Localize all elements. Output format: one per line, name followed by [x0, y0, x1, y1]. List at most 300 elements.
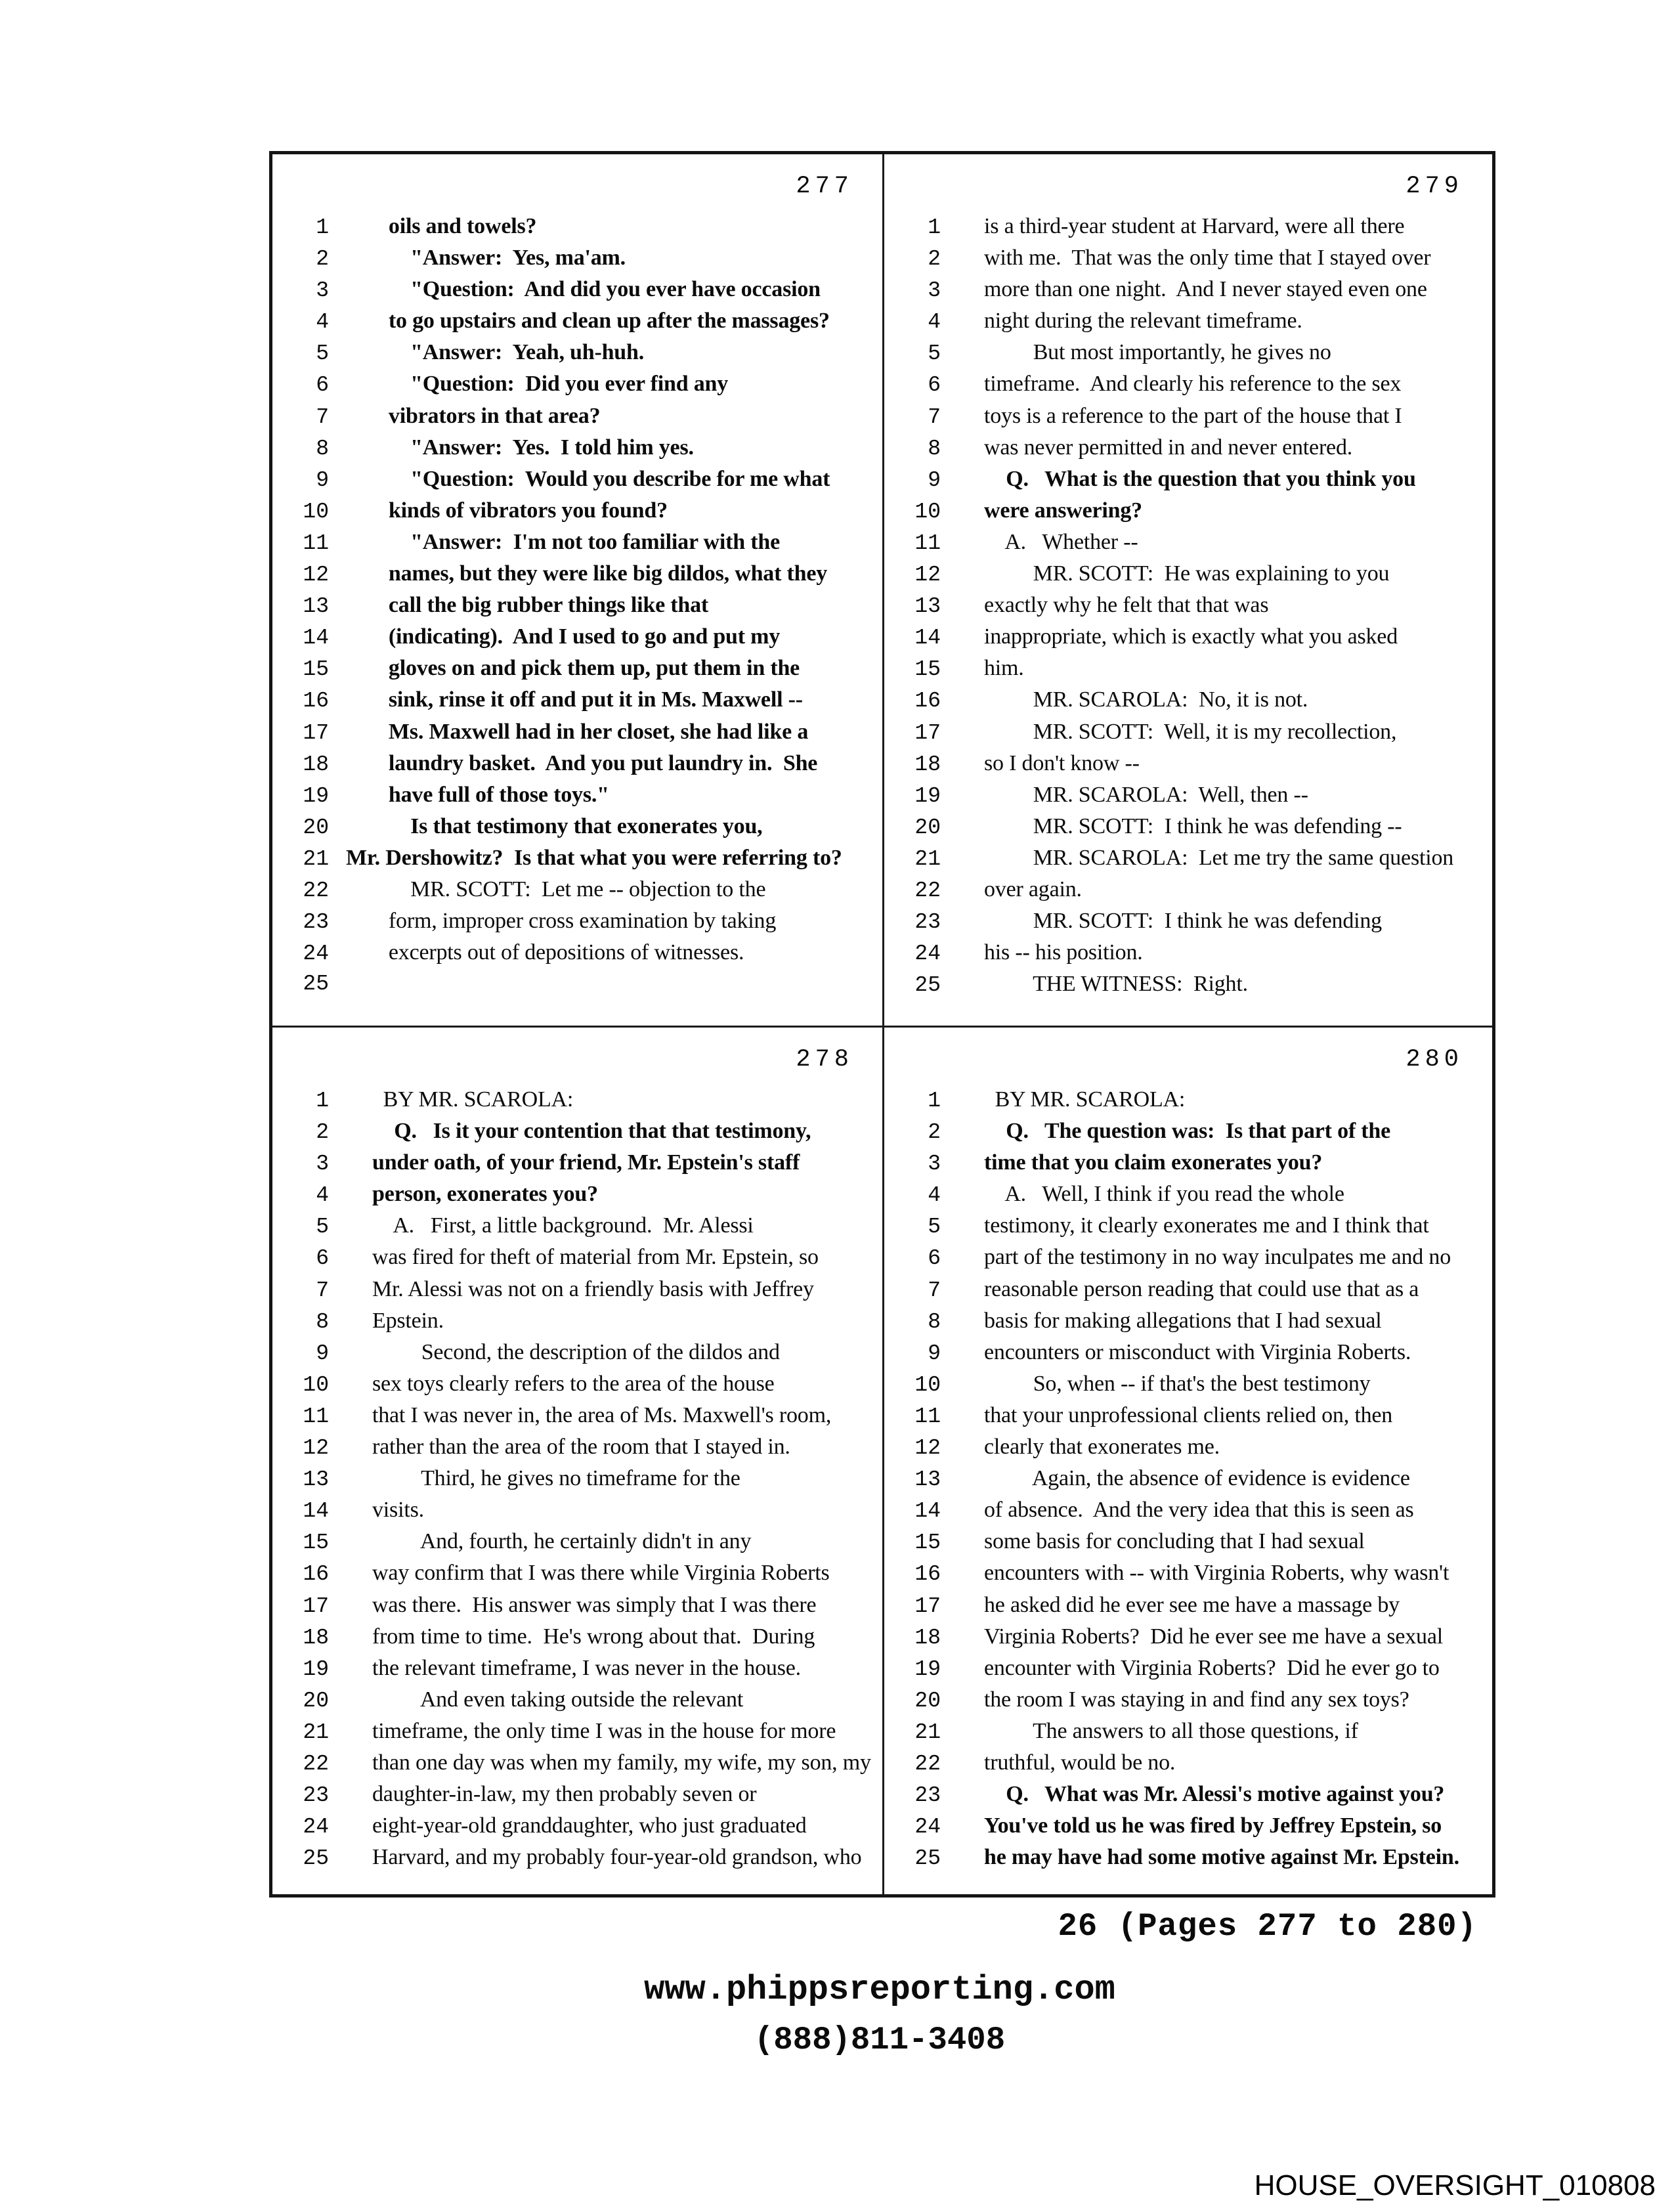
- line-text: THE WITNESS: Right.: [984, 972, 1248, 997]
- line-number: 6: [316, 1246, 329, 1271]
- transcript-line: [272, 368, 878, 400]
- line-number: 10: [914, 1372, 941, 1397]
- transcript-line: [884, 1747, 1488, 1779]
- line-number: 7: [316, 404, 329, 429]
- transcript-line: [272, 1684, 878, 1716]
- line-number: 13: [914, 1467, 941, 1492]
- line-number: 8: [316, 436, 329, 461]
- line-text: some basis for concluding that I had sexual: [984, 1529, 1365, 1554]
- transcript-line: [884, 1557, 1488, 1589]
- transcript-line: [272, 748, 878, 779]
- line-number: 19: [914, 1657, 941, 1681]
- line-text: MR. SCOTT: I think he was defending: [984, 909, 1382, 934]
- line-number: 1: [316, 215, 329, 240]
- transcript-line: [272, 1842, 878, 1873]
- page-number: 277: [796, 173, 853, 200]
- transcript-line: [272, 1431, 878, 1463]
- transcript-line: [272, 305, 878, 337]
- line-text: were answering?: [984, 498, 1142, 523]
- line-text: call the big rubber things like that: [372, 593, 709, 618]
- line-text: Again, the absence of evidence is evidence: [984, 1466, 1410, 1491]
- line-number: 4: [316, 310, 329, 335]
- line-text: But most importantly, he gives no: [984, 340, 1331, 365]
- line-number: 18: [914, 1625, 941, 1650]
- line-text: form, improper cross examination by taking: [372, 909, 777, 934]
- line-text: testimony, it clearly exonerates me and I think that: [984, 1213, 1429, 1238]
- transcript-line: [272, 1305, 878, 1337]
- line-number: 16: [914, 1562, 941, 1587]
- transcript-line: [272, 811, 878, 842]
- page-range-summary: 26 (Pages 277 to 280): [1058, 1908, 1477, 1945]
- line-number: 22: [914, 1751, 941, 1776]
- transcript-line: [884, 1716, 1488, 1747]
- transcript-line: [272, 621, 878, 653]
- line-text: sink, rinse it off and put it in Ms. Maxwell --: [372, 687, 803, 712]
- transcript-line: [272, 274, 878, 305]
- line-number: 10: [303, 1372, 329, 1397]
- transcript-page-278: [272, 1026, 882, 1894]
- transcript-line: [884, 1305, 1488, 1337]
- line-number: 22: [914, 878, 941, 903]
- transcript-line: [884, 1431, 1488, 1463]
- line-number: 21: [303, 846, 329, 871]
- line-number: 1: [928, 1089, 941, 1113]
- line-text: under oath, of your friend, Mr. Epstein's staff: [372, 1150, 800, 1175]
- line-text: "Question: Did you ever find any: [372, 372, 729, 397]
- transcript-line: [272, 716, 878, 748]
- line-text: over again.: [984, 877, 1082, 901]
- line-number: 12: [914, 563, 941, 588]
- line-text: The answers to all those questions, if: [984, 1718, 1358, 1743]
- transcript-line: [884, 874, 1488, 905]
- reporting-firm-website: www.phippsreporting.com: [644, 1970, 1115, 2009]
- line-text: to go upstairs and clean up after the massages?: [372, 309, 830, 334]
- line-text: encounter with Virginia Roberts? Did he ever go to: [984, 1655, 1440, 1680]
- transcript-line: [272, 653, 878, 684]
- line-text: the relevant timeframe, I was never in the house.: [372, 1655, 801, 1680]
- line-number: 20: [303, 1688, 329, 1713]
- line-text: Q. Is it your contention that that testimony,: [372, 1119, 811, 1144]
- line-text: eight-year-old granddaughter, who just graduated: [372, 1813, 807, 1838]
- line-number: 15: [303, 1530, 329, 1555]
- line-text: MR. SCAROLA: No, it is not.: [984, 687, 1308, 712]
- line-text: So, when -- if that's the best testimony: [984, 1371, 1371, 1396]
- transcript-line: [272, 401, 878, 432]
- line-text: BY MR. SCAROLA:: [372, 1087, 574, 1112]
- line-number: 10: [914, 499, 941, 524]
- line-number: 9: [928, 467, 941, 492]
- line-text: BY MR. SCAROLA:: [984, 1087, 1186, 1112]
- line-number: 7: [928, 1278, 941, 1303]
- line-text: Mr. Dershowitz? Is that what you were referring to?: [346, 845, 842, 870]
- transcript-line: [272, 1337, 878, 1368]
- transcript-lines: [884, 1084, 1488, 1873]
- line-number: 23: [303, 1783, 329, 1808]
- line-text: reasonable person reading that could use that as a: [984, 1276, 1419, 1301]
- line-number: 15: [303, 657, 329, 682]
- line-text: gloves on and pick them up, put them in the: [372, 656, 800, 681]
- transcript-line: [884, 811, 1488, 842]
- line-text: with me. That was the only time that I stayed over: [984, 246, 1431, 271]
- transcript-line: [272, 1274, 878, 1305]
- line-number: 9: [316, 467, 329, 492]
- line-text: A. Well, I think if you read the whole: [984, 1182, 1344, 1207]
- transcript-line: [884, 1590, 1488, 1621]
- transcript-line: [272, 1116, 878, 1147]
- line-text: that your unprofessional clients relied on, then: [984, 1402, 1393, 1427]
- transcript-line: [272, 464, 878, 495]
- line-number: 25: [303, 972, 329, 997]
- line-number: 21: [914, 1720, 941, 1745]
- line-number: 25: [914, 973, 941, 998]
- line-number: 23: [303, 910, 329, 935]
- transcript-line: [884, 1147, 1488, 1179]
- line-text: so I don't know --: [984, 750, 1140, 775]
- transcript-line: [272, 1368, 878, 1400]
- transcript-line: [884, 748, 1488, 779]
- transcript-lines: [272, 211, 878, 1000]
- transcript-line: [272, 1747, 878, 1779]
- transcript-line: [884, 716, 1488, 748]
- line-text: "Answer: Yeah, uh-huh.: [372, 340, 645, 365]
- line-number: 5: [316, 341, 329, 366]
- transcript-line: [272, 1621, 878, 1653]
- line-number: 14: [914, 626, 941, 651]
- transcript-line: [884, 432, 1488, 464]
- line-text: way confirm that I was there while Virginia Roberts: [372, 1561, 830, 1586]
- line-text: toys is a reference to the part of the house that I: [984, 403, 1402, 428]
- line-text: "Answer: Yes. I told him yes.: [372, 435, 694, 460]
- transcript-line: [272, 211, 878, 242]
- line-text: Is that testimony that exonerates you,: [372, 813, 763, 838]
- line-number: 13: [303, 594, 329, 619]
- transcript-line: [272, 779, 878, 811]
- line-number: 15: [914, 657, 941, 682]
- line-number: 19: [303, 1657, 329, 1681]
- line-number: 19: [303, 783, 329, 808]
- line-number: 3: [928, 1152, 941, 1177]
- transcript-line: [884, 242, 1488, 274]
- line-text: time that you claim exonerates you?: [984, 1150, 1323, 1175]
- line-number: 6: [316, 373, 329, 398]
- line-number: 17: [914, 1594, 941, 1618]
- line-text: encounters or misconduct with Virginia Roberts.: [984, 1339, 1411, 1364]
- transcript-line: [884, 1810, 1488, 1842]
- line-text: Epstein.: [372, 1308, 444, 1333]
- line-text: sex toys clearly refers to the area of the house: [372, 1371, 775, 1396]
- line-text: timeframe. And clearly his reference to the sex: [984, 372, 1402, 397]
- line-number: 25: [303, 1846, 329, 1871]
- transcript-page-277: [272, 154, 882, 1026]
- transcript-line: [272, 558, 878, 590]
- line-number: 15: [914, 1530, 941, 1555]
- line-text: Harvard, and my probably four-year-old grandson, who: [372, 1845, 862, 1870]
- transcript-line: [884, 653, 1488, 684]
- transcript-line: [272, 337, 878, 368]
- transcript-line: [884, 1653, 1488, 1684]
- transcript-line: [884, 684, 1488, 716]
- line-text: Ms. Maxwell had in her closet, she had like a: [372, 719, 809, 744]
- transcript-line: [884, 1494, 1488, 1526]
- line-number: 14: [303, 626, 329, 651]
- line-number: 21: [303, 1720, 329, 1745]
- line-number: 17: [303, 720, 329, 745]
- line-number: 20: [914, 815, 941, 840]
- transcript-line: [884, 305, 1488, 337]
- line-text: was fired for theft of material from Mr. Epstein, so: [372, 1245, 819, 1270]
- line-number: 24: [303, 942, 329, 966]
- line-text: And even taking outside the relevant: [372, 1687, 744, 1712]
- line-number: 24: [914, 1815, 941, 1840]
- line-text: vibrators in that area?: [372, 403, 601, 428]
- line-text: MR. SCAROLA: Let me try the same question: [984, 845, 1454, 870]
- line-number: 8: [928, 1309, 941, 1334]
- transcript-line: [272, 1810, 878, 1842]
- line-text: his -- his position.: [984, 940, 1143, 965]
- transcript-line: [884, 1621, 1488, 1653]
- line-number: 1: [928, 215, 941, 240]
- transcript-line: [272, 1526, 878, 1557]
- transcript-line: [272, 874, 878, 905]
- line-text: Q. The question was: Is that part of the: [984, 1119, 1391, 1144]
- page-number: 278: [796, 1046, 853, 1073]
- transcript-line: [884, 274, 1488, 305]
- transcript-line: [272, 684, 878, 716]
- line-number: 24: [914, 942, 941, 966]
- line-text: You've told us he was fired by Jeffrey Epstein, so: [984, 1813, 1442, 1838]
- transcript-grid: [269, 151, 1495, 1898]
- transcript-line: [884, 495, 1488, 527]
- line-text: basis for making allegations that I had sexual: [984, 1308, 1382, 1333]
- line-number: 6: [928, 373, 941, 398]
- line-number: 24: [303, 1815, 329, 1840]
- line-text: oils and towels?: [372, 214, 537, 238]
- transcript-line: [884, 1779, 1488, 1810]
- line-text: "Question: And did you ever have occasion: [372, 277, 821, 302]
- line-text: clearly that exonerates me.: [984, 1435, 1220, 1460]
- transcript-line: [272, 1242, 878, 1273]
- line-text: excerpts out of depositions of witnesses.: [372, 940, 744, 965]
- line-number: 22: [303, 878, 329, 903]
- transcript-line: [884, 1400, 1488, 1431]
- line-text: was never permitted in and never entered.: [984, 435, 1353, 460]
- line-text: (indicating). And I used to go and put my: [372, 624, 781, 649]
- line-number: 20: [303, 815, 329, 840]
- line-number: 1: [316, 1089, 329, 1113]
- line-number: 25: [914, 1846, 941, 1871]
- line-text: he may have had some motive against Mr. Epstein.: [984, 1845, 1459, 1870]
- line-text: is a third-year student at Harvard, were all there: [984, 214, 1405, 238]
- line-number: 2: [316, 1120, 329, 1145]
- line-number: 2: [928, 247, 941, 272]
- bates-number: HOUSE_OVERSIGHT_010808: [1254, 2169, 1656, 2201]
- line-number: 19: [914, 783, 941, 808]
- transcript-line: [884, 464, 1488, 495]
- line-text: inappropriate, which is exactly what you asked: [984, 624, 1398, 649]
- line-text: him.: [984, 656, 1024, 681]
- transcript-line: [884, 1116, 1488, 1147]
- line-text: MR. SCOTT: He was explaining to you: [984, 561, 1390, 586]
- line-number: 18: [303, 752, 329, 777]
- line-number: 12: [303, 1436, 329, 1461]
- transcript-line: [884, 1842, 1488, 1873]
- line-text: than one day was when my family, my wife, my son, my: [372, 1750, 871, 1775]
- transcript-line: [884, 1179, 1488, 1210]
- line-text: was there. His answer was simply that I was there: [372, 1592, 817, 1617]
- transcript-line: [272, 1084, 878, 1116]
- transcript-line: [272, 905, 878, 937]
- line-number: 17: [303, 1594, 329, 1618]
- line-number: 5: [928, 341, 941, 366]
- line-text: Virginia Roberts? Did he ever see me have a sexual: [984, 1624, 1443, 1649]
- line-text: he asked did he ever see me have a massage by: [984, 1592, 1400, 1617]
- transcript-line: [272, 1147, 878, 1179]
- line-text: A. First, a little background. Mr. Alessi: [372, 1213, 754, 1238]
- transcript-line: [272, 1400, 878, 1431]
- line-text: "Answer: Yes, ma'am.: [372, 246, 626, 271]
- transcript-line: [272, 495, 878, 527]
- line-text: encounters with -- with Virginia Roberts, why wasn't: [984, 1561, 1449, 1586]
- line-number: 12: [914, 1436, 941, 1461]
- transcript-line: [272, 1463, 878, 1494]
- line-number: 21: [914, 846, 941, 871]
- line-text: Q. What is the question that you think you: [984, 466, 1416, 491]
- line-text: rather than the area of the room that I stayed in.: [372, 1435, 790, 1460]
- line-number: 13: [303, 1467, 329, 1492]
- transcript-page-279: [882, 154, 1492, 1026]
- transcript-line: [884, 937, 1488, 968]
- transcript-line: [272, 937, 878, 968]
- line-text: truthful, would be no.: [984, 1750, 1176, 1775]
- transcript-lines: [272, 1084, 878, 1873]
- transcript-page-280: [882, 1026, 1492, 1894]
- line-number: 11: [914, 1404, 941, 1429]
- transcript-line: [272, 527, 878, 558]
- line-number: 11: [303, 1404, 329, 1429]
- line-number: 14: [914, 1499, 941, 1524]
- line-number: 17: [914, 720, 941, 745]
- page-number: 280: [1406, 1046, 1463, 1073]
- line-number: 4: [928, 310, 941, 335]
- transcript-line: [272, 1557, 878, 1589]
- transcript-line: [884, 590, 1488, 621]
- transcript-line: [272, 842, 878, 874]
- transcript-line: [272, 1653, 878, 1684]
- line-text: Third, he gives no timeframe for the: [372, 1466, 740, 1491]
- line-text: more than one night. And I never stayed even one: [984, 277, 1427, 302]
- line-text: exactly why he felt that that was: [984, 593, 1269, 618]
- line-number: 3: [928, 278, 941, 303]
- transcript-line: [884, 1684, 1488, 1716]
- line-text: have full of those toys.": [372, 782, 609, 807]
- line-number: 6: [928, 1246, 941, 1271]
- transcript-line: [272, 1494, 878, 1526]
- transcript-line: [272, 1716, 878, 1747]
- line-text: names, but they were like big dildos, what they: [372, 561, 828, 586]
- line-text: part of the testimony in no way inculpates me and no: [984, 1245, 1451, 1270]
- line-text: visits.: [372, 1498, 424, 1523]
- transcript-line: [884, 1274, 1488, 1305]
- line-text: "Answer: I'm not too familiar with the: [372, 529, 780, 554]
- line-number: 9: [928, 1341, 941, 1366]
- line-number: 18: [914, 752, 941, 777]
- line-text: night during the relevant timeframe.: [984, 309, 1302, 334]
- line-text: of absence. And the very idea that this is seen as: [984, 1498, 1414, 1523]
- line-text: "Question: Would you describe for me what: [372, 466, 830, 491]
- line-number: 9: [316, 1341, 329, 1366]
- transcript-line: [884, 401, 1488, 432]
- line-text: A. Whether --: [984, 529, 1138, 554]
- line-text: And, fourth, he certainly didn't in any: [372, 1529, 752, 1554]
- transcript-line: [884, 211, 1488, 242]
- transcript-line: [272, 1210, 878, 1242]
- transcript-line: [884, 842, 1488, 874]
- transcript-line: [884, 558, 1488, 590]
- line-text: MR. SCAROLA: Well, then --: [984, 782, 1308, 807]
- line-number: 7: [928, 404, 941, 429]
- transcript-line: [884, 368, 1488, 400]
- line-text: the room I was staying in and find any sex toys?: [984, 1687, 1409, 1712]
- transcript-line: [884, 337, 1488, 368]
- line-text: from time to time. He's wrong about that. During: [372, 1624, 815, 1649]
- reporting-firm-phone: (888)811-3408: [754, 2022, 1006, 2058]
- line-text: kinds of vibrators you found?: [372, 498, 668, 523]
- line-text: Second, the description of the dildos and: [372, 1339, 780, 1364]
- line-number: 8: [316, 1309, 329, 1334]
- line-number: 18: [303, 1625, 329, 1650]
- line-number: 23: [914, 1783, 941, 1808]
- line-text: MR. SCOTT: I think he was defending --: [984, 813, 1402, 838]
- transcript-line: [272, 590, 878, 621]
- transcript-line: [884, 1242, 1488, 1273]
- transcript-line: [884, 1337, 1488, 1368]
- transcript-line: [884, 779, 1488, 811]
- line-number: 14: [303, 1499, 329, 1524]
- line-number: 8: [928, 436, 941, 461]
- transcript-line: [884, 1463, 1488, 1494]
- line-number: 5: [316, 1215, 329, 1240]
- reporting-firm-contact: [644, 1970, 1115, 2060]
- transcript-line: [272, 1779, 878, 1810]
- line-number: 11: [303, 531, 329, 555]
- line-number: 11: [914, 531, 941, 555]
- transcript-line: [884, 1210, 1488, 1242]
- line-number: 16: [303, 689, 329, 714]
- line-number: 10: [303, 499, 329, 524]
- line-text: that I was never in, the area of Ms. Maxwell's room,: [372, 1402, 832, 1427]
- transcript-line: [884, 1368, 1488, 1400]
- line-number: 22: [303, 1751, 329, 1776]
- line-number: 3: [316, 278, 329, 303]
- transcript-line: [272, 1179, 878, 1210]
- transcript-line: [272, 242, 878, 274]
- line-text: MR. SCOTT: Let me -- objection to the: [372, 877, 766, 901]
- line-number: 3: [316, 1152, 329, 1177]
- line-text: Mr. Alessi was not on a friendly basis with Jeffrey: [372, 1276, 814, 1301]
- line-text: MR. SCOTT: Well, it is my recollection,: [984, 719, 1397, 744]
- line-number: 16: [914, 689, 941, 714]
- transcript-lines: [884, 211, 1488, 1000]
- line-number: 2: [316, 247, 329, 272]
- line-text: person, exonerates you?: [372, 1182, 598, 1207]
- line-number: 23: [914, 910, 941, 935]
- line-number: 12: [303, 563, 329, 588]
- transcript-line: [884, 905, 1488, 937]
- line-number: 16: [303, 1562, 329, 1587]
- line-number: 20: [914, 1688, 941, 1713]
- line-number: 13: [914, 594, 941, 619]
- transcript-line: [884, 1526, 1488, 1557]
